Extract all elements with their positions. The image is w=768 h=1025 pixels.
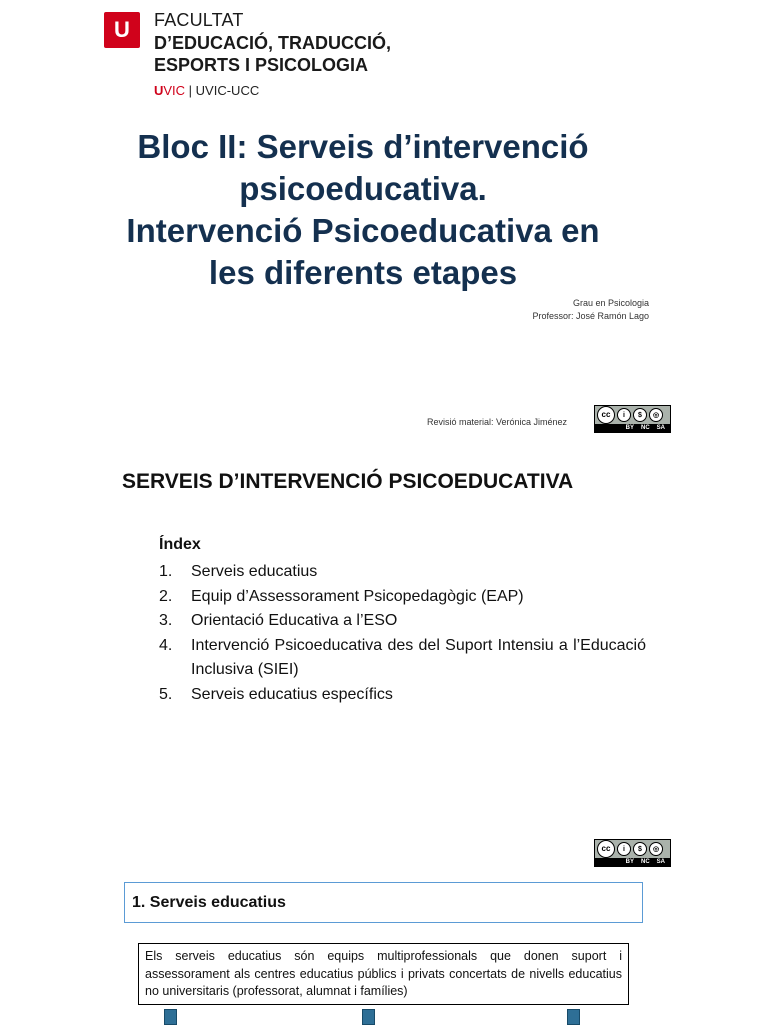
noncommercial-icon: $	[633, 842, 647, 856]
attribution-icon: i	[617, 408, 631, 422]
cc-by-nc-sa-icon[interactable]	[594, 839, 671, 867]
uvic-rest: VIC	[163, 83, 186, 98]
index-heading: Índex	[159, 536, 201, 553]
services-definition: Els serveis educatius són equips multiprofessionals que donen suport i assessorament als centres educatius públics i privats concertats de nivells educatius no universitaris (professorat, alumnat i famílies)	[138, 943, 629, 1005]
services-heading: 1. Serveis educatius	[124, 882, 643, 923]
uvic-full-name: UVIC-UCC	[195, 83, 260, 98]
uvic-logo: U	[104, 12, 140, 48]
cc-label-sa: SA	[656, 425, 665, 431]
cover-title	[100, 126, 626, 294]
cc-label-sa: SA	[656, 859, 665, 865]
cc-labels	[595, 858, 670, 866]
cc-labels	[595, 424, 670, 432]
professor-name: Professor: José Ramón Lago	[532, 311, 649, 321]
diagram-node	[567, 1009, 580, 1025]
uvic-separator: |	[185, 83, 196, 98]
index-item-text: Orientació Educativa a l’ESO	[191, 612, 398, 629]
diagram-node	[164, 1009, 177, 1025]
index-item	[159, 609, 646, 634]
sharealike-icon: ◎	[649, 408, 663, 422]
university-name	[154, 83, 259, 98]
index-item	[159, 683, 646, 708]
sharealike-icon: ◎	[649, 842, 663, 856]
index-list	[159, 560, 646, 707]
index-item-text: Serveis educatius	[191, 563, 318, 580]
index-item-number: 4.	[159, 636, 173, 654]
cc-label-nc: NC	[640, 425, 650, 431]
cc-label-by: BY	[625, 859, 634, 865]
title-line: Intervenció Psicoeducativa en	[126, 212, 600, 249]
index-item-text: Equip d’Assessorament Psicopedagògic (EAP)	[191, 587, 524, 605]
index-item-number: 1.	[159, 563, 173, 580]
index-item-number: 2.	[159, 587, 173, 605]
cc-icon: cc	[597, 840, 615, 858]
cc-label-nc: NC	[640, 859, 650, 865]
revision-credit: Revisió material: Verónica Jiménez	[427, 417, 568, 427]
cc-symbols	[595, 406, 670, 424]
cc-by-nc-sa-icon[interactable]	[594, 405, 671, 433]
index-item-text: Intervenció Psicoeducativa des del Suport Intensiu a l’Educació Inclusiva (SIEI)	[191, 636, 646, 678]
index-item-number: 3.	[159, 612, 173, 629]
cc-icon: cc	[597, 406, 615, 424]
degree-name: Grau en Psicologia	[572, 298, 649, 308]
title-line: Bloc II: Serveis d’intervenció	[137, 128, 589, 165]
index-item	[159, 560, 646, 585]
section-title: SERVEIS D’INTERVENCIÓ PSICOEDUCATIVA	[122, 470, 574, 493]
faculty-name-line2: D’EDUCACIÓ, TRADUCCIÓ,	[154, 33, 391, 53]
index-item-text: Serveis educatius específics	[191, 685, 393, 703]
cc-label-by: BY	[625, 425, 634, 431]
index-item	[159, 585, 646, 610]
title-line: psicoeducativa.	[239, 170, 487, 207]
faculty-name-line3: ESPORTS I PSICOLOGIA	[154, 55, 369, 75]
index-item	[159, 634, 646, 683]
noncommercial-icon: $	[633, 408, 647, 422]
title-line: les diferents etapes	[208, 254, 518, 291]
diagram-node	[362, 1009, 375, 1025]
faculty-name-line1: FACULTAT	[154, 10, 244, 30]
index-item-number: 5.	[159, 685, 173, 703]
cc-symbols	[595, 840, 670, 858]
attribution-icon: i	[617, 842, 631, 856]
uvic-u: U	[154, 83, 164, 98]
